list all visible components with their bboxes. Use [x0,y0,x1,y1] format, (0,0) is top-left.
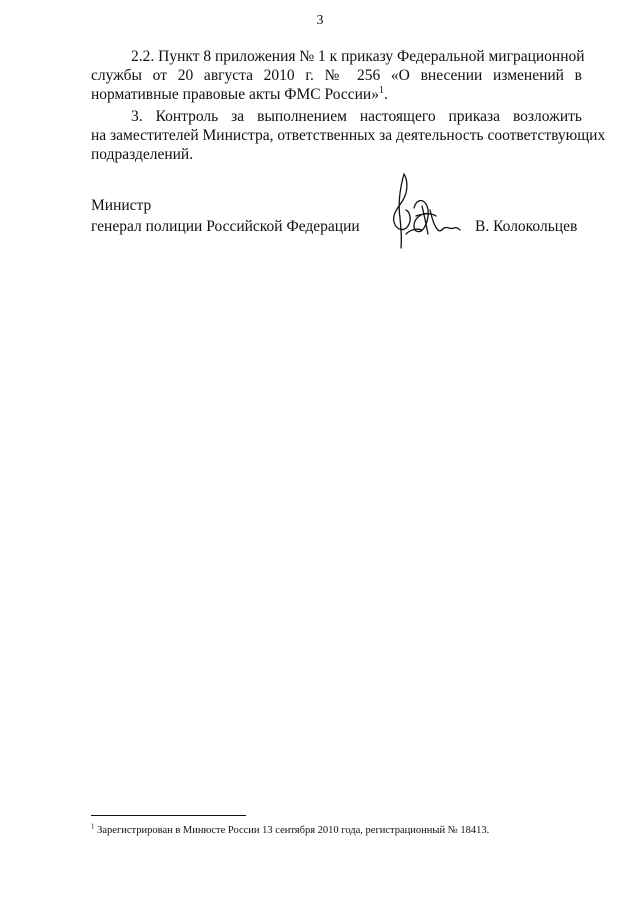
paragraph-2-2 [91,47,585,104]
footnote-marker: 1 [91,822,95,831]
signatory-name: В. Колокольцев [475,218,578,235]
paragraph-3-line-1: 3. Контроль за выполнением настоящего приказа возложить [131,108,582,125]
paragraph-3-line-2: на заместителей Министра, ответственных за деятельность соответствующих [91,127,606,144]
page-number: 3 [316,13,324,28]
paragraph-2-2-line-3-end: . [383,86,388,103]
signatory-title: Министр [91,197,152,214]
footnote-reference: 1 [378,84,384,96]
footnote-text: Зарегистрирован в Минюсте России 13 сентября 2010 года, регистрационный № 18413. [94,825,490,836]
paragraph-2-2-line-1: 2.2. Пункт 8 приложения № 1 к приказу Федеральной миграционной [131,48,585,65]
footnote-divider [91,815,246,816]
paragraph-2-2-line-2: службы от 20 августа 2010 г. № 256 «О внесении изменений в [91,67,582,84]
footnote [91,824,489,838]
paragraph-3 [91,107,606,164]
paragraph-3-line-3: подразделений. [91,146,194,163]
paragraph-2-2-line-3-text: нормативные правовые акты ФМС России» [91,86,379,103]
paragraph-2-2-line-3 [91,85,582,104]
handwritten-signature [386,170,476,252]
signatory-rank: генерал полиции Российской Федерации [91,218,360,235]
